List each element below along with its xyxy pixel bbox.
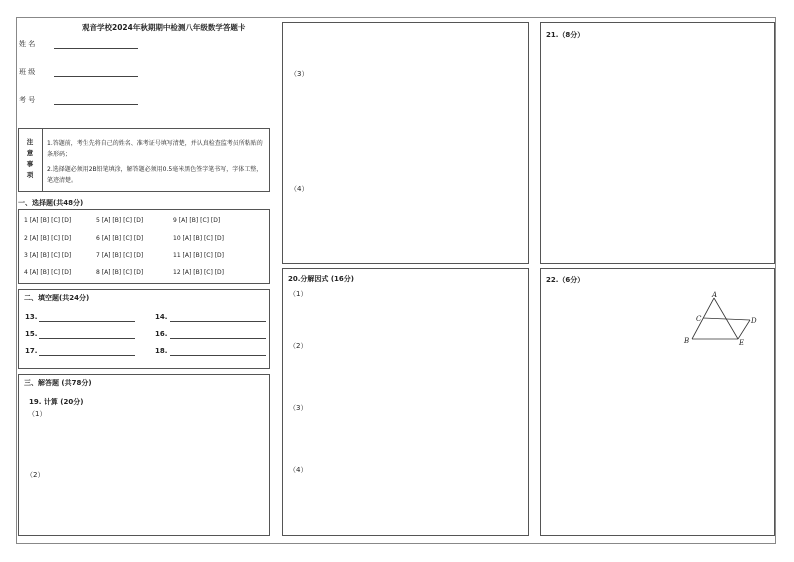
blank-17-field[interactable] [39, 355, 135, 356]
q19-part4-label: （4） [290, 185, 309, 193]
answer-box-col2-bottom[interactable] [282, 268, 529, 536]
q20-part3-label: （3） [289, 404, 308, 412]
choice-q12[interactable]: 12 [A] [B] [C] [D] [173, 269, 225, 276]
answer-box-col3-top[interactable] [540, 22, 775, 264]
section3-title: 三、解答题 (共78分) [24, 379, 92, 387]
name-field[interactable] [54, 48, 138, 49]
q19-title: 19. 计算 (20分) [29, 398, 84, 406]
q19-part2-label: （2） [26, 471, 45, 479]
choice-q1[interactable]: 1 [A] [B] [C] [D] [24, 217, 72, 224]
blank-16-field[interactable] [170, 338, 266, 339]
notes-box [18, 128, 270, 192]
choice-q8[interactable]: 8 [A] [B] [C] [D] [96, 269, 144, 276]
choice-q9[interactable]: 9 [A] [B] [C] [D] [173, 217, 221, 224]
exam-number-label: 考 号 [19, 96, 36, 104]
choice-q4[interactable]: 4 [A] [B] [C] [D] [24, 269, 72, 276]
choice-box [18, 209, 270, 284]
blank-18-field[interactable] [170, 355, 266, 356]
class-label: 班 级 [19, 68, 36, 76]
point-label-a: A [712, 291, 718, 299]
notes-label-cell [19, 129, 43, 191]
q20-part2-label: （2） [289, 342, 308, 350]
point-label-d: D [751, 317, 757, 325]
q20-part1-label: （1） [289, 290, 308, 298]
choice-q7[interactable]: 7 [A] [B] [C] [D] [96, 252, 144, 259]
class-field[interactable] [54, 76, 138, 77]
fill-blank-box [18, 289, 270, 369]
q21-title: 21.（8分） [546, 31, 585, 39]
choice-q2[interactable]: 2 [A] [B] [C] [D] [24, 235, 72, 242]
q20-part4-label: （4） [289, 466, 308, 474]
choice-q6[interactable]: 6 [A] [B] [C] [D] [96, 235, 144, 242]
blank-13-field[interactable] [39, 321, 135, 322]
section2-title: 二、填空题(共24分) [24, 294, 90, 302]
blank-15-field[interactable] [39, 338, 135, 339]
name-label: 姓 名 [19, 40, 36, 48]
exam-number-field[interactable] [54, 104, 138, 105]
point-label-c: C [696, 315, 702, 323]
q19-part1-label: （1） [28, 410, 47, 418]
notes-label: 注意事项 [26, 138, 34, 179]
blank-18-label: 18. [155, 347, 168, 355]
triangle-figure [680, 290, 760, 350]
note-item-2: 2.选择题必须用2B铅笔填涂，解答题必须用0.5毫米黑色签字笔书写，字体工整，笔迹清楚。 [47, 166, 263, 184]
q20-title: 20.分解因式 (16分) [288, 275, 354, 283]
choice-q11[interactable]: 11 [A] [B] [C] [D] [173, 252, 225, 259]
sheet-title: 观音学校2024年秋期期中检测八年级数学答题卡 [82, 23, 246, 32]
blank-16-label: 16. [155, 330, 168, 338]
note-item-1: 1.答题前，考生先将自己的姓名、准考证号填写清楚，并认真检查监考员所粘贴的条形码； [47, 140, 263, 158]
blank-17-label: 17. [25, 347, 38, 355]
choice-q5[interactable]: 5 [A] [B] [C] [D] [96, 217, 144, 224]
point-label-e: E [739, 339, 745, 347]
blank-15-label: 15. [25, 330, 38, 338]
segment-ED [738, 320, 750, 339]
section1-title: 一、选择题(共48分) [18, 199, 84, 207]
blank-14-field[interactable] [170, 321, 266, 322]
choice-q10[interactable]: 10 [A] [B] [C] [D] [173, 235, 225, 242]
choice-q3[interactable]: 3 [A] [B] [C] [D] [24, 252, 72, 259]
blank-14-label: 14. [155, 313, 168, 321]
point-label-b: B [684, 337, 690, 345]
blank-13-label: 13. [25, 313, 38, 321]
q22-title: 22.（6分） [546, 276, 585, 284]
solve-box-col1[interactable] [18, 374, 270, 536]
answer-box-col2-top[interactable] [282, 22, 529, 264]
q19-part3-label: （3） [290, 70, 309, 78]
